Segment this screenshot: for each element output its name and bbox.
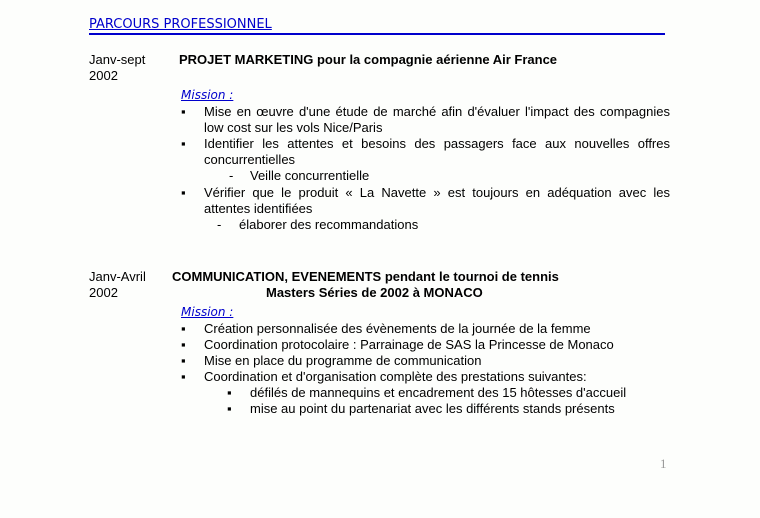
job-heading: COMMUNICATION, EVENEMENTS pendant le tournoi de tennis	[172, 269, 559, 284]
section-title	[89, 17, 665, 35]
job-heading: PROJET MARKETING pour la compagnie aérienne Air France	[179, 52, 558, 67]
square-bullet-icon: ▪	[227, 401, 232, 416]
mission-item: Identifier les attentes et besoins des passagers face aux nouvelles offres concurrentielles	[204, 136, 670, 167]
section-title-text: PARCOURS PROFESSIONNEL	[89, 17, 272, 32]
sub-item: élaborer des recommandations	[239, 217, 419, 232]
mission-label: Mission :	[181, 305, 234, 319]
job-heading-line2: Masters Séries de 2002 à MONACO	[266, 285, 483, 300]
bullet-icon: ▪	[181, 104, 186, 119]
date-start: Janv-sept	[89, 52, 146, 67]
mission-label: Mission :	[181, 88, 234, 102]
mission-item: Mise en place du programme de communication	[204, 353, 482, 368]
square-bullet-icon: ▪	[227, 385, 232, 400]
bullet-icon: ▪	[181, 136, 186, 151]
mission-item: Vérifier que le produit « La Navette » est toujours en adéquation avec les attentes identifiées	[204, 185, 670, 216]
bullet-icon: ▪	[181, 321, 186, 336]
bullet-icon: ▪	[181, 185, 186, 200]
dash-icon: -	[217, 217, 222, 232]
bullet-icon: ▪	[181, 353, 186, 368]
bullet-icon: ▪	[181, 337, 186, 352]
mission-item: Coordination et d'organisation complète des prestations suivantes:	[204, 369, 587, 384]
page-number: 1	[660, 456, 667, 471]
dash-icon: -	[229, 168, 234, 183]
sub-item: Veille concurrentielle	[250, 168, 370, 183]
mission-item: Mise en œuvre d'une étude de marché afin d'évaluer l'impact des compagnies low cost sur les vols Nice/Paris	[204, 104, 670, 135]
bullet-icon: ▪	[181, 369, 186, 384]
sub-item: mise au point du partenariat avec les différents stands présents	[250, 401, 615, 416]
mission-item: Création personnalisée des évènements de la journée de la femme	[204, 321, 591, 336]
sub-item: défilés de mannequins et encadrement des 15 hôtesses d'accueil	[250, 385, 627, 400]
mission-item: Coordination protocolaire : Parrainage de SAS la Princesse de Monaco	[204, 337, 614, 352]
date-year: 2002	[89, 68, 118, 83]
date-year: 2002	[89, 285, 118, 300]
date-start: Janv-Avril	[89, 269, 146, 284]
